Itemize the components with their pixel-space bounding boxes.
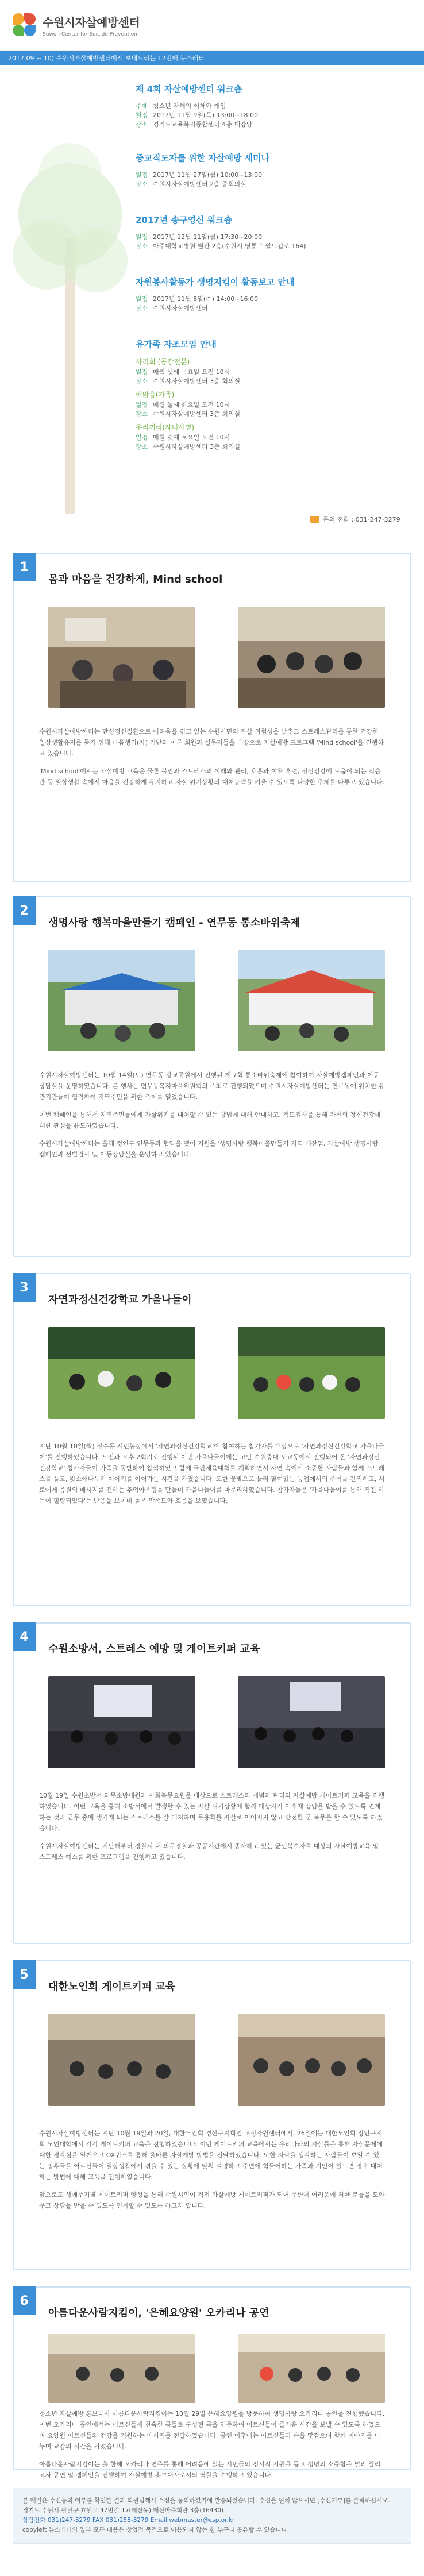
article-body [39, 1790, 385, 1869]
row-value: 아주대학교병원 별관 2층(수원시 영통구 월드컵로 164) [153, 242, 306, 250]
row-value: 경기도교육복지종합센터 4층 대강당 [153, 121, 253, 128]
notice-workshop [136, 83, 400, 129]
photo-lecture-hall [48, 1676, 195, 1768]
row-key: 장소 [136, 242, 148, 250]
row-key: 장소 [136, 377, 148, 385]
notice-year-end [136, 214, 400, 251]
logo-text [43, 13, 140, 37]
row-key: 주제 [136, 102, 148, 110]
row-key: 장소 [136, 410, 148, 418]
row-value: 2017년 11월 27일(월) 10:00~13:00 [153, 171, 263, 179]
logo-icon [13, 13, 37, 37]
row-key: 일정 [136, 233, 148, 241]
article-body [39, 726, 385, 795]
row-value: 2017년 11월 8일(수) 14:00~16:00 [153, 295, 259, 303]
notice-title: 자원봉사활동가 생명지킴이 활동보고 안내 [136, 277, 295, 287]
article-body [39, 1070, 385, 1167]
footer-copyleft: copyleft 뉴스레터의 일부 모든 내용은 상업적 목적으로 이용되지 않는 한 누구나 공유할 수 있습니다. [22, 2527, 290, 2533]
article-number: 6 [13, 2286, 36, 2315]
logo-korean: 수원시자살예방센터 [43, 15, 140, 29]
group-name: 해맑음(가족) [136, 391, 175, 399]
footer-notice: 본 메일은 수신동의 여부를 확인한 결과 회원님께서 수신을 동의하셨기에 발송되었습니다. 수신을 원치 않으시면 [수신거부]를 클릭하십시오. [22, 2497, 390, 2504]
row-value: 2017년 11월 9일(목) 13:00~18:00 [153, 111, 259, 119]
article-number: 4 [13, 1622, 36, 1651]
row-value: 2017년 12월 11일(월) 17:30~20:00 [153, 233, 263, 241]
article-number: 2 [13, 896, 36, 925]
photo-senior-audience [238, 2014, 385, 2106]
article-number: 5 [13, 1960, 36, 1989]
paragraph: 10월 19일 수원소방서 의무소방대원과 사회복무요원을 대상으로 스트레스의 개념과 관리와 자살예방 게이트키퍼 교육을 진행하였습니다. 이번 교육을 통해 소방서에서 발생할 수 있는 자살 위기상황에 함께 대상자가 이후에 상담을 받을 수 있도록 연계하는 것과 근무 중에 생기게 되는 스트레스를 잘 대처하며 무용화를 자살로 이어지지 않고 안전한 군 복무를 할 수 있도록 하였습니다. [39, 1792, 385, 1832]
row-value: 청소년 자해의 이해와 개입 [153, 102, 226, 110]
article-number: 3 [13, 1273, 36, 1302]
photo-ocarina-performance [48, 2334, 195, 2403]
article-autumn-outing [13, 1273, 411, 1606]
row-value: 수원시자살예방센터 3층 회의실 [153, 377, 241, 385]
row-key: 일정 [136, 171, 148, 179]
notice-title: 중교직도자를 위한 자살예방 세미나 [136, 153, 270, 163]
article-body [39, 2128, 385, 2218]
paragraph: 'Mind school'에서는 자살예방 교육은 물론 불안과 스트레스의 이해와 관리, 호흡과 이완 훈련, 정신건강에 도움이 되는 식습관 등 일상생활 속에서 마음을 건강하게 유지하고 자살 위기상황의 대처능력을 키울 수 있도록 다양한 주제를 다루고 있습니다. [39, 768, 385, 786]
row-key: 일정 [136, 401, 148, 408]
schedule-intro [0, 65, 424, 537]
photo-senior-class [48, 2014, 195, 2106]
contact-text: 문의 전화 : 031-247-3279 [323, 516, 400, 523]
photo-ocarina-group [238, 2334, 385, 2403]
paragraph: 앞으로도 생애주기별 게이트키퍼 양성을 통해 수원시민이 직접 자살예방 게이트키퍼가 되어 주변에 어려움에 처한 분들을 도와주고 상담을 받을 수 있도록 연계할 수 있도록 하고자 합니다. [39, 2191, 385, 2209]
phone-icon [310, 516, 319, 523]
photo-festival-booth [48, 950, 195, 1051]
paragraph: 청소년 자살예방 홍보대사 아름다운사람지킴이는 10월 29일 은혜요양원을 방문하여 생명사랑 오카리나 공연을 진행했습니다. 이번 오카리나 공연에서는 어르신들께 친숙한 곡들로 구성된 곡을 연주하여 어르신들이 즐거운 시간을 보낼 수 있도록 하였으며 요양원 어르신들의 건강을 기원하는 메시지를 전달하였습니다. 공연 이후에는 어르신들과 손을 맞잡으며 함께 이야기를 나누며 교감의 시간을 가졌습니다. [39, 2410, 385, 2450]
paragraph: 이번 캠페인을 통해서 지역주민들에게 자살위기를 대처할 수 있는 방법에 대해 안내하고, 적도검사를 통해 자신의 정신건강에 대한 관심을 유도하였습니다. [39, 1111, 381, 1129]
photo-outing-group [238, 1327, 385, 1419]
photo-row [48, 1676, 385, 1768]
photo-row [48, 2334, 385, 2403]
group-name: 우리끼리(자녀사별) [136, 423, 195, 431]
paragraph: 수원시자살예방센터는 지난 10월 19일과 20일, 대한노인회 경산구지회인 교정자원센터에서, 26일에는 대한노인회 장안구지회 노인대학에서 각각 게이트키퍼 교육을 진행하였습니다. 이번 게이트키퍼 교육에서는 우리나라의 자살률을 통해 자살문제에 대한 경각심을 일깨우고 OX퀴즈를 통해 올바른 자살예방 방법을 전달하였습니다. 또한 자살을 생각하는 사람들이 보일 수 있는 징후들을 어르신들이 일상생활에서 겪을 수 있는 상황에 맞춰 설명하고 주변에 힘들어하는 가족과 지인이 있으면 경우 대처하는 방법에 대해 교육을 진행하였습니다. [39, 2130, 383, 2181]
footer-address: 경기도 수원시 팔달구 효원로 47번길 17(매산동) 매산마을회관 3층(16430) [22, 2507, 223, 2514]
contact-phone [310, 515, 400, 524]
row-key: 장소 [136, 121, 148, 128]
paragraph: 수원시자살예방센터는 지난해부터 경찰서 내 의무경찰과 공공기관에서 종사하고 있는 군인복수자를 대상의 자살예방교육 및 스트레스 예소를 위한 프로그램을 진행하고 있습니다. [39, 1842, 379, 1861]
photo-outing-field [48, 1327, 195, 1419]
article-body [39, 1441, 385, 1513]
row-value: 수원시자살예방센터 3층 회의실 [153, 443, 241, 450]
paragraph: 지난 10월 10일(월) 장수동 시민농장에서 '자연과정신건강학교'에 참여하는 참가자를 대상으로 '자연과정신건강학교 가을나들이'를 진행하였습니다. 오전과 오후 2회기로 진행된 이번 가을나들이에는 고단 수원중대 도교동에서 진행되어 온 '자연과정신건강학교' 참가자들이 가족을 동반하여 참석하였고 함께 들판체육대회를 계획하면서 자연 속에서 소중한 사람들과 함께 스트레스를 풀고, 왓소애나누기 이야기를 이어가는 시간을 가졌습니다. 또한 꽃밭으로 들러 팔여있는 농업에서의 주석을 간직하고, 서로에게 응원의 메시지를 전하는 추억아우팅을 만들며 가을나들이를 마무리하였습니다. 참가자들은 '가을나들이를 통해 직진 하는이 힐링되었다'는 반응을 보이며 높은 만족도와 호응을 보였습니다. [39, 1443, 385, 1505]
photo-classroom [48, 607, 195, 708]
photo-group [238, 607, 385, 708]
photo-row [48, 1327, 385, 1419]
row-key: 일정 [136, 111, 148, 119]
article-title: 수원소방서, 스트레스 예방 및 게이트키퍼 교육 [48, 1643, 260, 1655]
row-value: 매월 둘째 화요일 오전 10시 [153, 401, 230, 408]
notice-title: 2017년 송구영신 워크숍 [136, 215, 233, 225]
article-title: 몸과 마음을 건강하게, Mind school [48, 573, 223, 585]
article-senior-association [13, 1960, 411, 2270]
notice-support-groups [136, 338, 400, 452]
article-title: 자연과정신건강학교 가을나들이 [48, 1294, 192, 1306]
article-mind-school [13, 553, 411, 882]
row-key: 일정 [136, 368, 148, 376]
article-number: 1 [13, 553, 36, 581]
footer-contact: 상담전화 031)247-3279 FAX 031)258-3279 Email webmaster@csp.or.kr [22, 2517, 235, 2524]
photo-row [48, 2014, 385, 2106]
photo-row [48, 950, 385, 1051]
header [0, 0, 424, 51]
photo-row [48, 607, 385, 708]
article-fire-station [13, 1622, 411, 1944]
row-key: 일정 [136, 295, 148, 303]
article-title: 생명사랑 행복마을만들기 캠페인 - 연무동 통소바위축제 [48, 917, 300, 929]
paragraph: 수원시자살예방센터는 올해 정연구 연무동과 협약을 맺어 지원을 '생명사랑 행복마을만들기 지역 대산업, 자살예방 생명사랑 캠페인과 선별검사 및 이동상담실을 운영하고 있습니다. [39, 1140, 379, 1158]
notice-seminar [136, 152, 400, 189]
row-value: 매월 셋째 목요일 오전 10시 [153, 368, 230, 376]
footer [13, 2488, 411, 2544]
paragraph: 수원시자살예방센터는 만성정신질환으로 어려움을 겪고 있는 수원시민의 자살 위험성을 낮추고 스트레스관리를 통한 건강한 일상생활유지를 돕기 위해 마음챙김(자) 기반의 이론 회원과 실무자들을 대상으로 자살예방 프로그램 'Mind school'을 진행하고 있습니다. [39, 728, 384, 757]
row-value: 수원시자살예방센터 2층 중회의실 [153, 180, 246, 188]
row-key: 일정 [136, 434, 148, 441]
row-key: 장소 [136, 304, 148, 312]
article-title: 아름다운사람지킴이, '은혜요양원' 오카리나 공연 [48, 2307, 269, 2319]
tree-illustration [13, 111, 128, 514]
article-title: 대한노인회 게이트키퍼 교육 [48, 1981, 176, 1993]
row-value: 수원시자살예방센터 3층 회의실 [153, 410, 241, 418]
paragraph: 아름다운사람지킴이는 올 한해 오카리나 연주를 통해 어려움에 있는 시민들의 정서적 지원을 돕고 생명의 소중함을 널리 알리고자 공연 및 캠페인을 진행하여 자살예방 홍보대사로서의 역할을 수행하고 있습니다. [39, 2461, 381, 2479]
article-body [39, 2408, 385, 2488]
notice-volunteer [136, 276, 400, 313]
row-key: 장소 [136, 443, 148, 450]
issue-bar: 2017.09 ~ 10) 수원시자살예방센터에서 보내드리는 12번째 뉴스레터 [0, 51, 424, 65]
article-ocarina [13, 2286, 411, 2479]
photo-lecture-audience [238, 1676, 385, 1768]
notice-title: 유가족 자조모임 안내 [136, 339, 217, 349]
article-campaign [13, 896, 411, 1257]
paragraph: 수원시자살예방센터는 10월 14일(토) 연무동 광교공원에서 진행된 제 7회 통소바위축제에 참여하여 자살예방캠페인과 이동상담실을 운영하였습니다. 본 행사는 연무동복지마을위원회의 주최로 진행되었으며 수원시자살예방센터는 연무동에 위치한 유관기관들이 협력하여 지역주민을 위한 축제를 열었습니다. [39, 1071, 385, 1101]
logo-english: Suwon Center for Suicide Prevention [43, 31, 137, 37]
row-key: 장소 [136, 180, 148, 188]
group-name: 사리회 (공감전문) [136, 358, 190, 366]
notice-title: 제 4회 자살예방센터 워크숍 [136, 84, 242, 94]
photo-festival-tent [238, 950, 385, 1051]
row-value: 매월 넷째 토요일 오전 10시 [153, 434, 230, 441]
row-value: 수원시자살예방센터 [153, 304, 208, 312]
